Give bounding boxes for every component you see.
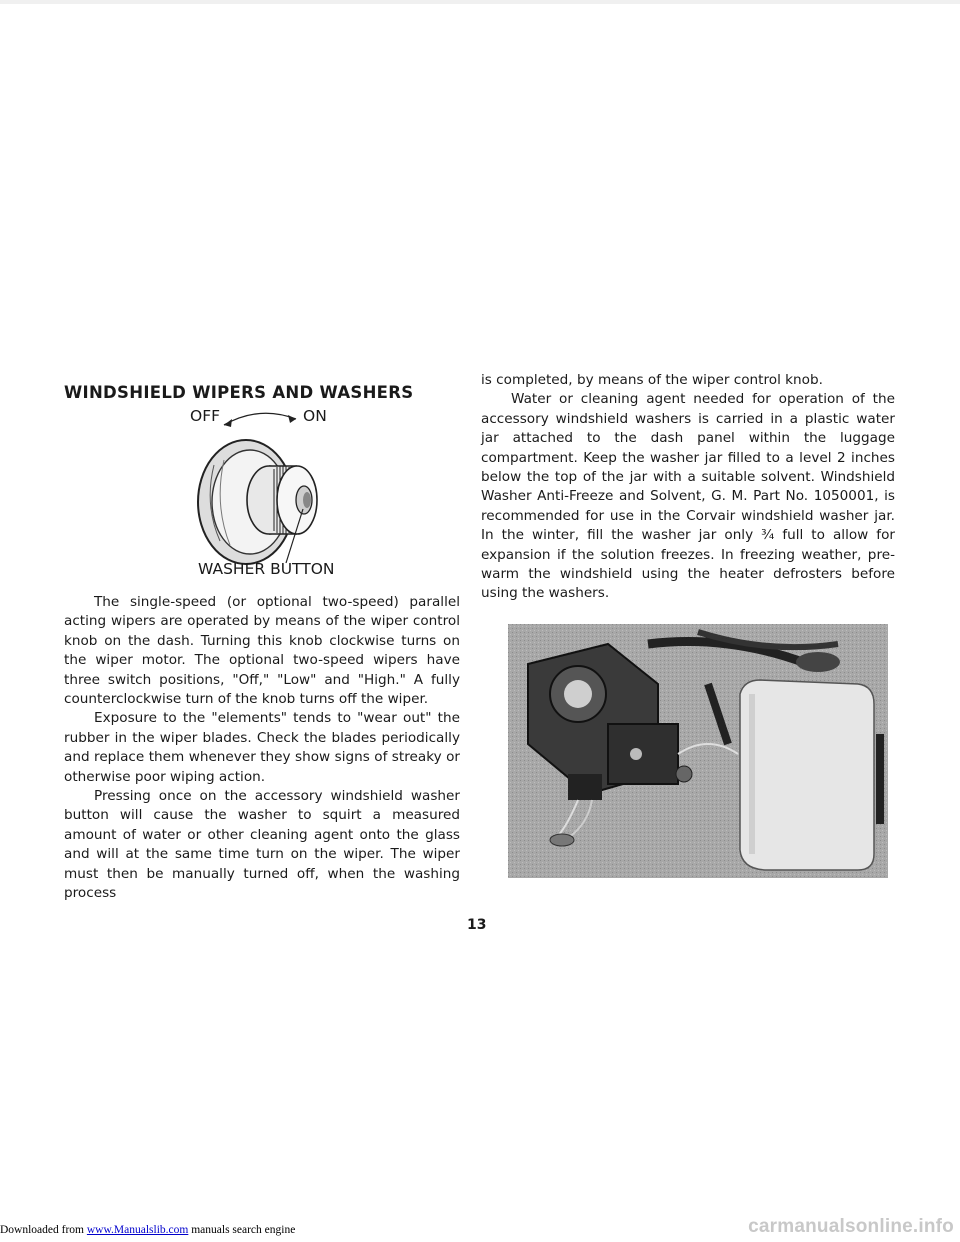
- watermark: carmanualsonline.info: [748, 1216, 954, 1237]
- wiper-knob-illustration: [64, 405, 460, 633]
- washer-motor-photo: [508, 624, 888, 878]
- manualslib-link[interactable]: www.Manualslib.com: [86, 1224, 189, 1236]
- label-washer-button: WASHER BUTTON: [198, 560, 335, 578]
- section-title: WINDSHIELD WIPERS AND WASHERS: [64, 383, 414, 402]
- left-column: [64, 383, 460, 904]
- download-footer: [0, 1224, 295, 1236]
- paragraph-wiper-blades: Exposure to the "elements" tends to "wear out" the rubber in the wiper blades. Check the blades periodically and replace them whenever they show signs of streaky or otherwise poor wiping action.: [64, 710, 460, 785]
- washer-motor-photo-image: [508, 624, 888, 878]
- page-number: 13: [467, 917, 487, 933]
- page-edge: [0, 0, 960, 4]
- footer-suffix: manuals search engine: [188, 1224, 296, 1236]
- label-on: ON: [303, 407, 327, 425]
- right-column: [481, 371, 895, 878]
- label-off: OFF: [190, 407, 221, 425]
- wiper-knob-figure: [64, 405, 460, 633]
- paragraph-washer-jar: Water or cleaning agent needed for operation of the accessory windshield washers is carried in a plastic water jar attached to the dash panel within the luggage compartment. Keep the washer jar filled to a level 2 inches below the top of the jar with a suitable solvent. Windshield Washer Anti-Freeze and Solvent, G. M. Part No. 1050001, is recommended for use in the Corvair windshield washer jar. In the winter, fill the washer jar only ¾ full to allow for expansion if the solution freezes. In freezing weather, pre-warm the windshield using the heater defrosters before using the washers.: [481, 391, 895, 602]
- footer-prefix: Downloaded from: [0, 1224, 87, 1236]
- paragraph-continued: is completed, by means of the wiper control knob.: [481, 372, 823, 388]
- paragraph-washer-button: Pressing once on the accessory windshield washer button will cause the washer to squirt a measured amount of water or other cleaning agent onto the glass and will at the same time turn on the wiper. The wiper must then be manually turned off, when the washing process: [64, 788, 460, 902]
- paragraph-wiper-operation: The single-speed (or optional two-speed) parallel acting wipers are operated by means of the wiper control knob on the dash. Turning this knob clockwise turns on the wiper motor. The optional two-speed wipers have three switch positions, "Off," "Low" and "High." A fully counterclockwise turn of the knob turns off the wiper.: [64, 594, 460, 708]
- left-body-text: [64, 593, 460, 904]
